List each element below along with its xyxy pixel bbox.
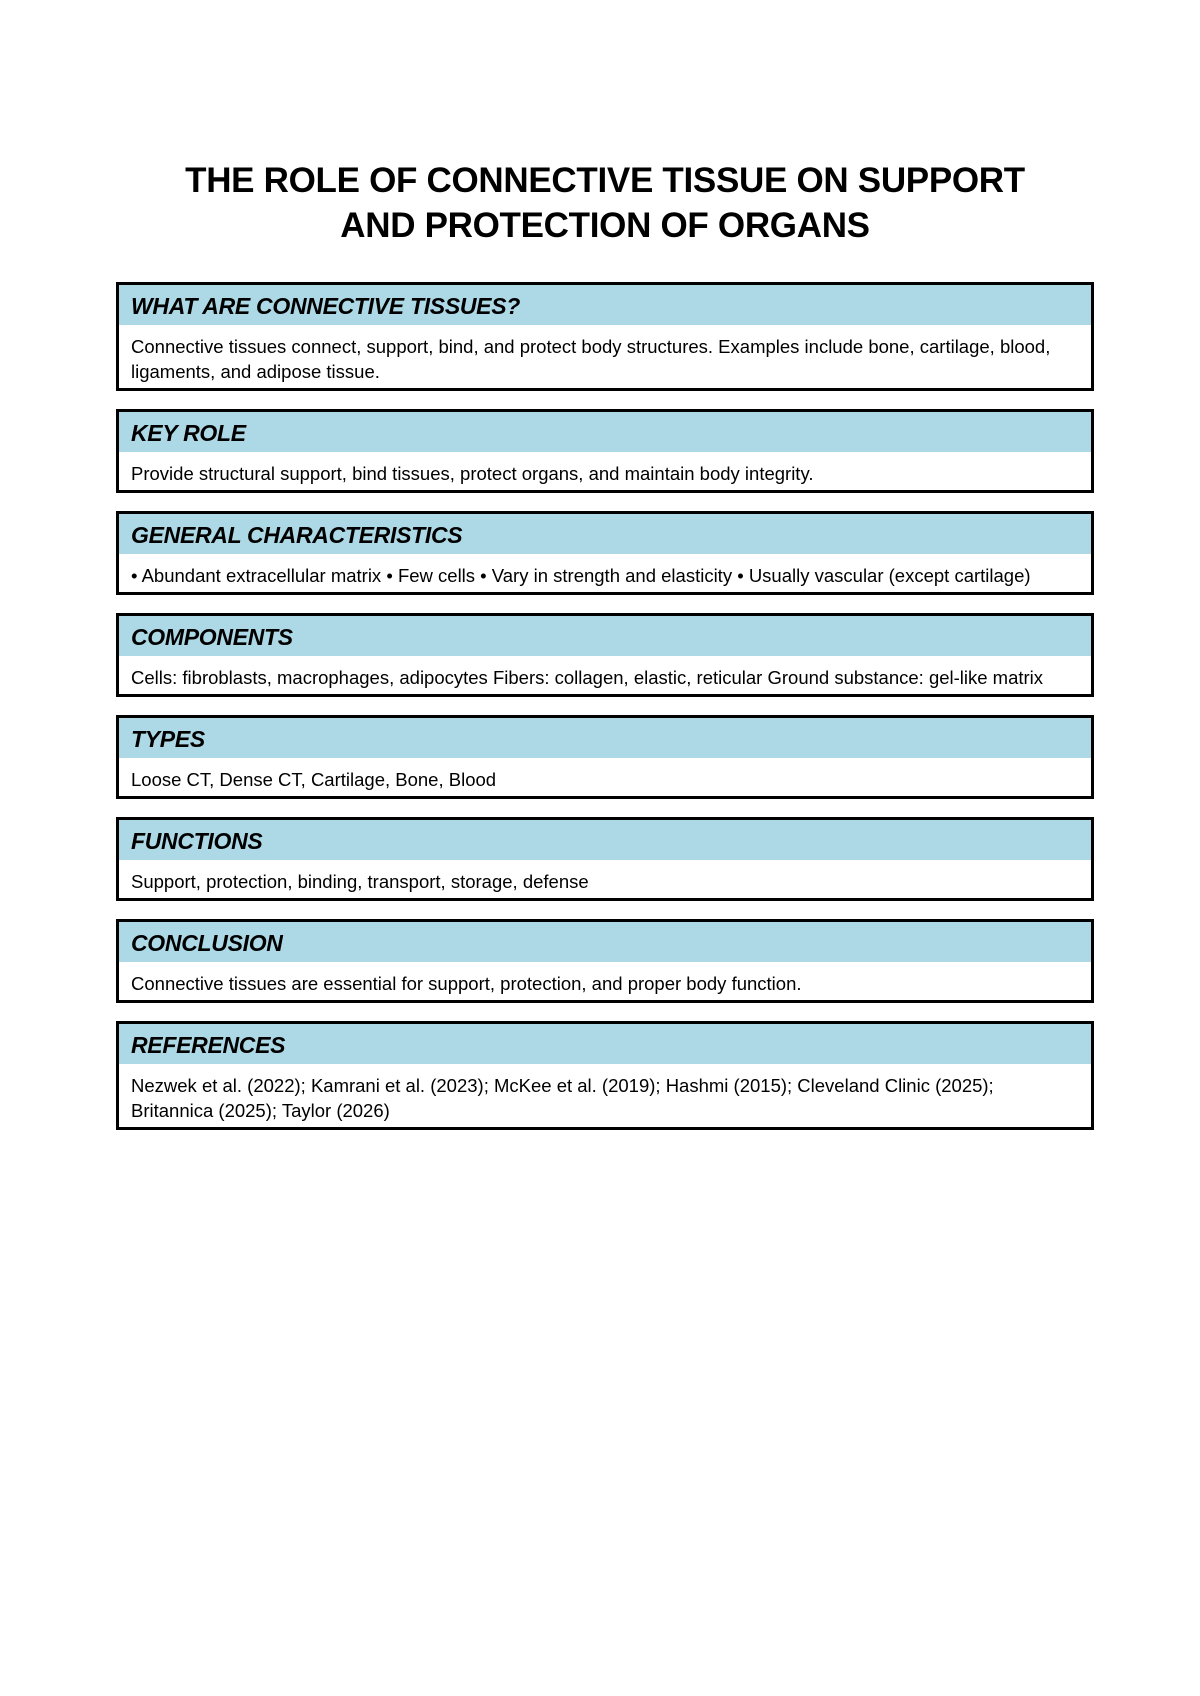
- sections-container: [116, 282, 1094, 1148]
- section-body: Provide structural support, bind tissues, protect organs, and maintain body integrity.: [119, 452, 1091, 490]
- page-title-line-1: THE ROLE OF CONNECTIVE TISSUE ON SUPPORT: [185, 161, 1025, 200]
- section-body: Connective tissues are essential for support, protection, and proper body function.: [119, 962, 1091, 1000]
- section-references: [116, 1021, 1094, 1130]
- section-heading: TYPES: [119, 718, 1091, 758]
- section-key-role: [116, 409, 1094, 493]
- section-types: [116, 715, 1094, 799]
- section-body: Cells: fibroblasts, macrophages, adipocytes Fibers: collagen, elastic, reticular Ground substance: gel-like matrix: [119, 656, 1091, 694]
- section-heading: CONCLUSION: [119, 922, 1091, 962]
- page-title: [116, 158, 1094, 248]
- page-title-line-2: AND PROTECTION OF ORGANS: [340, 206, 870, 245]
- section-body: Nezwek et al. (2022); Kamrani et al. (2023); McKee et al. (2019); Hashmi (2015); Cleveland Clinic (2025); Britannica (2025); Taylor (2026): [119, 1064, 1091, 1127]
- section-heading: COMPONENTS: [119, 616, 1091, 656]
- section-body: Loose CT, Dense CT, Cartilage, Bone, Blood: [119, 758, 1091, 796]
- section-heading: KEY ROLE: [119, 412, 1091, 452]
- section-body: Connective tissues connect, support, bind, and protect body structures. Examples include bone, cartilage, blood, ligaments, and adipose tissue.: [119, 325, 1091, 388]
- section-heading: GENERAL CHARACTERISTICS: [119, 514, 1091, 554]
- section-heading: REFERENCES: [119, 1024, 1091, 1064]
- section-heading: FUNCTIONS: [119, 820, 1091, 860]
- section-heading: WHAT ARE CONNECTIVE TISSUES?: [119, 285, 1091, 325]
- section-what-are-connective-tissues: [116, 282, 1094, 391]
- section-conclusion: [116, 919, 1094, 1003]
- section-functions: [116, 817, 1094, 901]
- section-body: • Abundant extracellular matrix • Few cells • Vary in strength and elasticity • Usually vascular (except cartilage): [119, 554, 1091, 592]
- section-components: [116, 613, 1094, 697]
- section-general-characteristics: [116, 511, 1094, 595]
- section-body: Support, protection, binding, transport, storage, defense: [119, 860, 1091, 898]
